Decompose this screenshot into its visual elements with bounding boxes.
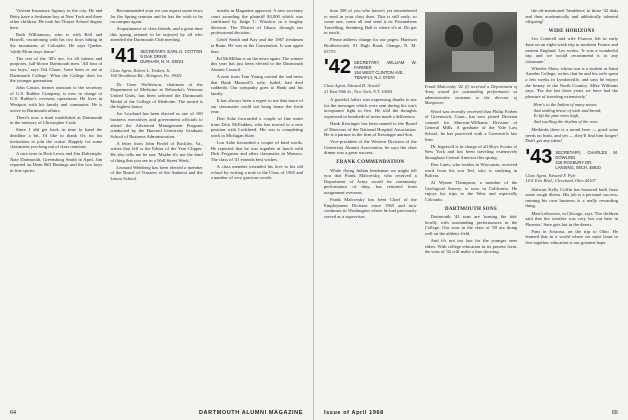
photo-certificate — [452, 51, 494, 72]
class-agent — [525, 173, 618, 184]
paragraph: Dr. Ingersoll is in charge of all Boys Scouts of New York and has been traveling extensively throughout Central America this spring. — [424, 143, 518, 160]
paragraph: Les Cotterell and wife Frances left in early June on an eight-week trip to northern France and eastern England. Les writes: 'It was a wonderful trip and we would recommend it to any classmate.' — [525, 36, 618, 64]
paragraph: Matt Leibowitz, in Chicago, says 'The children said that the weather was very hot out here in Phoenix.' Sure gets hot in the desert. — [525, 210, 618, 227]
section-heading: WIDE HORIZONS — [548, 28, 595, 34]
paragraph: A class member extended his love to his old school by writing a note to the Class of 1965 and a number of very gracious words. — [210, 163, 303, 181]
paragraph: A grateful father was expressing thanks to me for the messages which were sent during his son's acceptance fight to live. He told the thoughts expressed in hundreds of notes made a difference. — [324, 97, 417, 119]
page-number: 64 — [10, 410, 17, 416]
photo-figure-left — [445, 25, 463, 47]
paragraph: Dr. Gene Wolfenson, chairman of the Department of Medicine at Nebraska's Veterans United Units, has been selected the Dartmouth Medal of the College of Medicine. The award is the highest honor. — [110, 81, 203, 110]
paragraph: Please address change for our pages: Harrison Brotherworth, 91 High Road, Orange, N. M. 03755. — [324, 37, 417, 54]
class-agent-address: 160 Woodlawn Rd., Abington, Pa. 19001 — [110, 73, 182, 79]
section-heading: FRANK COMMENDATION — [336, 160, 405, 165]
right-page — [314, 0, 628, 420]
paragraph: Joe Lowland has been elected as one of 100 business executives and government officials to attend the Advanced Management Program conducted by the Harvard University Graduate School of Business Administration. — [110, 111, 203, 139]
class-agent — [324, 83, 417, 94]
class-year: '43 — [525, 145, 553, 168]
paragraph: Geoff Smith and Kay and the 1967 freshmen at Bonn. He was at the Convention. It was again here. — [210, 37, 303, 54]
secretary-address — [140, 47, 202, 64]
left-column-3 — [211, 8, 303, 400]
paragraph: Ed McMillan is on the news again. The winner this year has just been elected to the Dartmouth Alumni Council. — [210, 55, 303, 72]
paragraph: Frank Malcovsky has been Chief of the Employment Division since 1965 and now continues in Washington where he had previously served as a supervisor. — [324, 197, 417, 219]
secretary-address — [354, 58, 417, 80]
secretary-street: 9 OAK DRIVE — [140, 54, 167, 60]
photo-figure-right — [473, 22, 493, 46]
paragraph: the oft-mentioned 'headdress' to those '42 dads and their academically and athletically talented offspring! — [525, 8, 618, 25]
right-column-1 — [324, 8, 417, 400]
class-agent-name: Class Agent, Edward F. Pyle — [525, 172, 576, 178]
secretary-city: TENAFLY, N.J. 07670 — [354, 75, 395, 81]
paragraph: A nice note in Rich Lewis and Jim Dalrymple, Nate Dartmouth, Greensburg Smith in April. Jim reported on Dean Bill Hastings and the two boys in fine spirits. — [10, 151, 103, 174]
paragraph: Lou Ashe forwarded a couple of kind words. He reported that he was together at lunch with Dick Ferguson and other classmates in Monaco. The class of '41 extends best wishes. — [210, 140, 303, 162]
publication-name: DARTMOUTH ALUMNI MAGAZINE — [198, 410, 303, 416]
paragraph: It has always been a regret to me that more of our classmates could not bring home the fresh year. — [210, 97, 303, 115]
secretary-address — [555, 148, 618, 170]
paragraph: Acquaintance of class friends, and a great time this spring seemed to be enjoyed by all who attended the Dartmouth Club meeting. — [110, 26, 203, 43]
class-agent — [110, 68, 202, 79]
class-heading — [525, 145, 618, 170]
left-column-1 — [10, 8, 102, 400]
class-agent-address: 1101 Erie Blvd., Cleveland, Ohio 44107 — [525, 178, 596, 184]
paragraph: than 300 of you who haven't yet remembered to send in your class dues. This is still early, so come one, come all and send it in. Prometheus Travelling, Steinberg Hall is where it's at. Do get in touch. — [324, 8, 417, 36]
secretary-city: LANSING, MICH. 48910 — [555, 164, 601, 170]
secretary-name: SECRETARY, EARL H. COTTON — [140, 49, 203, 55]
class-year: '41 — [110, 45, 138, 68]
paragraph: Fans in Arizona, on the trip to Ohio. He learned that in a world where we must learn to live together, education is our greatest hope. — [525, 228, 618, 245]
class-year: '42 — [324, 56, 352, 79]
issue-date: Issue of April 1968 — [324, 410, 384, 416]
class-heading — [110, 45, 203, 68]
paragraph: Ruth Williamson, who is with Bell and Howell, vacationing with his two boys hiking in the mountains of Colorado. He says Quebec 'while Mom stays home.' — [10, 31, 103, 54]
paragraph: And it's not too late for the younger ones either. With college education in its present form, the sons of '42 will make a fine showing. — [424, 238, 518, 255]
paragraph: John Cassin, former assistant to the secretary of U.S. Rubber Company, is now in charge of U.S. Rubber's overseas operations. He lives in Westport with his family and commutes. He is active in Dartmouth affairs. — [10, 85, 103, 113]
page-number: 65 — [611, 410, 618, 416]
class-heading — [324, 58, 417, 80]
paragraph: A note from Tom Young carried the sad news that Hank Manwell's wife, Isabel, had died suddenly. Our sympathy goes to Hank and his family. — [210, 74, 303, 96]
poem-line: Here's to the Indian of many snows — [533, 102, 597, 108]
paragraph: Don Cates, who resides in Wisconsin, received word from his son Ted, who is studying in Bolivia. — [424, 161, 518, 179]
paragraph: Dartmouth '42 sons are 'turning the tide' locally with outstanding performances in the College. Our sons in the class of '69 are doing well on the athletic field. — [424, 214, 518, 236]
paragraph: Al Wynne Thompson, a member of the Geological Survey, is now in California. He enjoys his trips to the West and especially Colorado. — [424, 180, 518, 203]
paragraph: The rest of the '40's are, for all intents and purposes, full-blown Dartmouth men. 'All four of our boys,' says Ted Chase, 'have been or are at Dartmouth College.' What the College does for the younger generation. — [10, 55, 103, 84]
left-footer — [10, 410, 303, 416]
secretary-name: SECRETARY, WILLIAM W. FARMER — [354, 60, 417, 71]
paragraph: Vice-president of the Western Division of the University Alumni Association, he says the class dinner was a great success. — [324, 139, 417, 156]
right-footer — [324, 410, 618, 416]
paragraph: Hank Kessinger has been named to the Board of Directors of the National Hospital Association. He is a partner in the firm of Kessinger and Son. — [324, 120, 417, 138]
paragraph: tweaks in Magazine approval. A new secretary court awarding the plaintiff $3,000 which was confirmed by Judge C. Winslow in a lengthy decision. The District of Ithaca, through our professional decision. — [210, 8, 303, 36]
photo-caption: Frank Malcovsky '42 (l) received a Department of Army award for outstanding performance as administrative assistant to the director of Manpower. — [424, 84, 518, 106]
award-photo — [425, 12, 518, 82]
left-page-columns — [10, 8, 303, 400]
section-heading: DARTMOUTH SONS — [445, 206, 497, 212]
secretary-street: 418 ROXBURY DR. — [555, 159, 593, 165]
poem-line: And swelling the rhythm of the roar. — [533, 118, 598, 124]
class-agent-address: 21 East 94th St., New York, N.Y. 10004 — [324, 88, 393, 94]
left-column-2 — [110, 8, 202, 400]
paragraph: Don Ashe forwarded a couple of fine notes from Dick McFadden, who has moved to a new position with Lockheed. His son is completing work in Michigan State. — [210, 116, 303, 138]
secretary-city: DURHAM, N. H. 03824 — [140, 59, 184, 65]
paragraph: Stalwart Kelly Coffin has bounced back from some rough illness. His job is a personal success; running his own business is a really rewarding thing. — [525, 186, 618, 209]
paragraph: Wheeler Shaw, whose son is a student at Saint Anselm College, writes that he and his wife spent a few weeks in Lyndonville, and says he enjoys the beauty of the North Country. Mike Williams says: 'For the last three years we have had the pleasure of traveling extensively.' — [525, 65, 618, 99]
paragraph: Leonard Weinberg has been elected a member of the Board of Trustees of the Amherst and the Lenox School. — [110, 164, 203, 181]
paragraph: There's now a fund established at Dartmouth in the memory of Christopher Cook. — [10, 114, 103, 126]
paragraph: Word was recently received that Philip Forbes of Greenwich, Conn., has now joined Division counsel for Sherwin-Williams Division of General Mills. A graduate of the Yale Law School, he has practiced with a Greenwich law firm. — [424, 108, 518, 142]
secretary-name: SECRETARY, CHARLES M. DOWLING — [555, 149, 618, 160]
paragraph: A letter from John Fiedel of Rockley, Va., writes that Jeff is the Editor of the Year Clipper. He also tells me he saw 'Maybe it's not the kind of thing that you see in a Wall Street Week.' — [110, 140, 203, 163]
secretary-street: 194 WEST CLINTON AVE. — [354, 70, 404, 76]
paragraph: While flying Indian headsman we might tell you that Frank Malcovsky, who received a Department of Army award for community performance of duty, has returned from assignment overseas. — [324, 167, 417, 195]
poem-line: To lift the pine trees high, — [533, 113, 580, 119]
class-agent-name: Class Agent, Edward H. Arnold — [324, 83, 380, 89]
class-agent-name: Class Agent, Robert L. Timken, Jr. — [110, 68, 171, 74]
poem — [533, 102, 618, 124]
right-page-columns — [324, 8, 618, 400]
right-column-2 — [425, 8, 518, 400]
paragraph: Vincent Insurance Agency in the city. He and Betty have a freshman boy at New York and three other children. He took his Thayer School degree here. — [10, 8, 103, 30]
paragraph: Since I did get back in time to hand the deadline a bit, I'd like to thank Ox for his invitations to join the cruise. Happily for some classmates you long out of class reunions. — [10, 127, 103, 150]
poem-line: And smiling brave of wide and broad, — [533, 107, 602, 113]
right-column-3 — [525, 8, 618, 400]
paragraph: Methinks there is a moral here — good wine needs no bush, and yet — they'll find him longer! Don't get any ideas! — [525, 127, 618, 144]
paragraph: Recommended your we can expect some news for the Spring reunion and he has the wish to be on campus again. — [110, 8, 203, 25]
